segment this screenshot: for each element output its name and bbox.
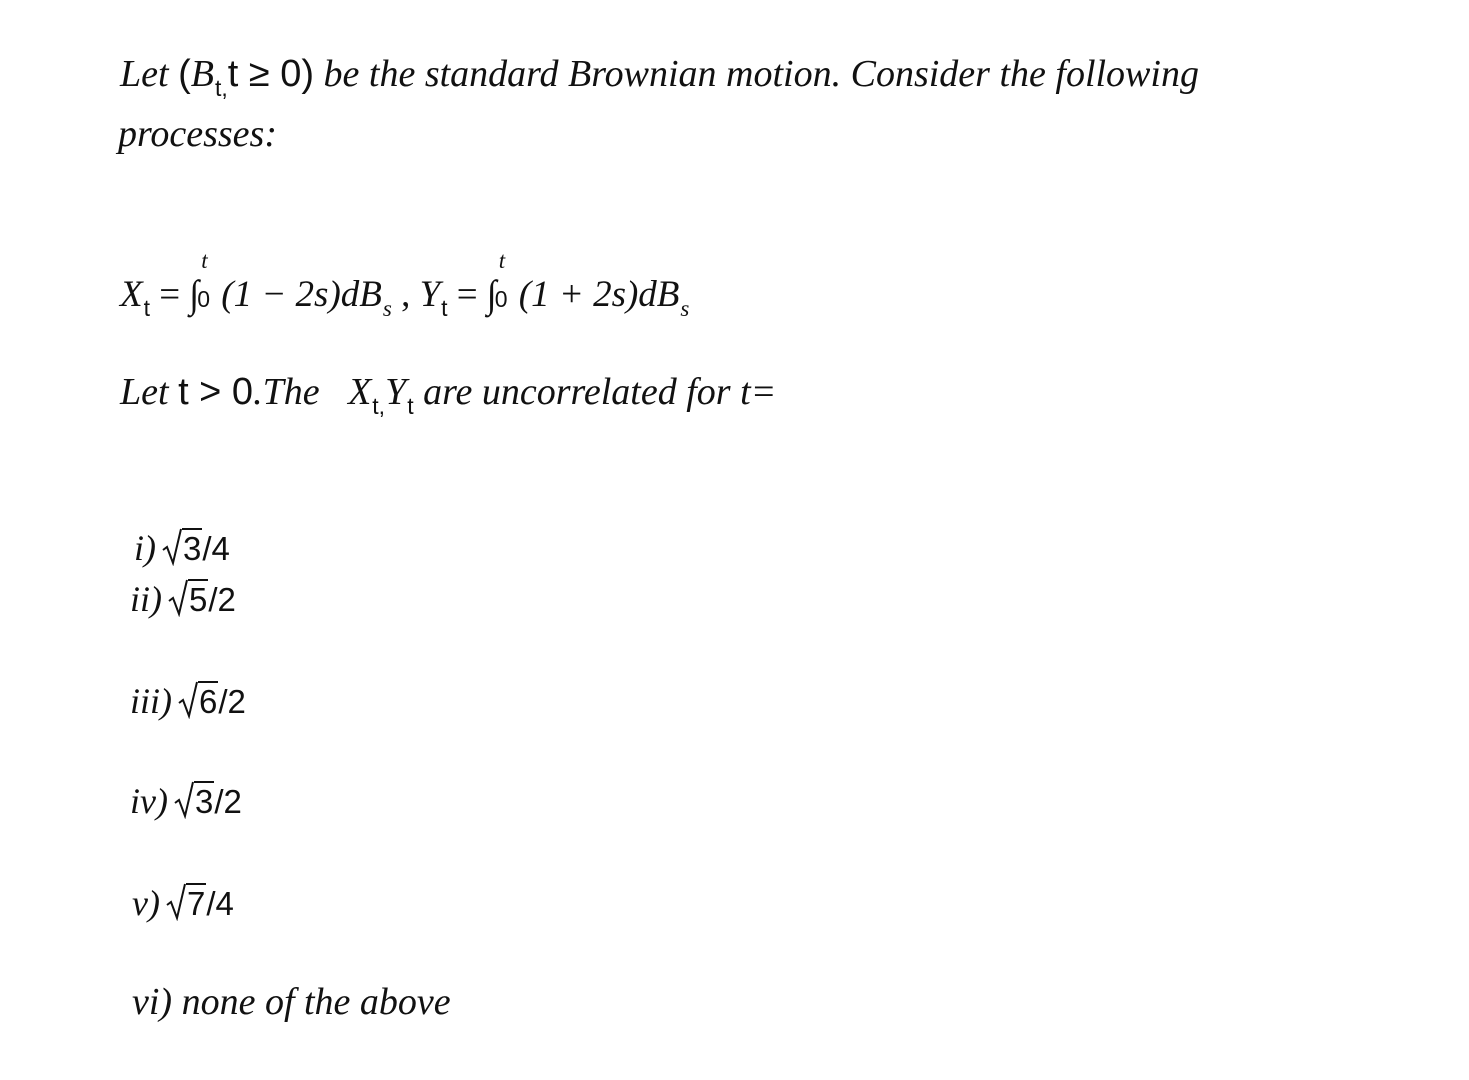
option-iii <box>130 683 246 719</box>
option-iv <box>130 783 242 819</box>
integral-sign-Y: ∫ <box>486 272 497 316</box>
radicand: 3 <box>183 530 202 567</box>
radical-sign-icon <box>168 577 188 617</box>
brownian-subscript: t, <box>214 75 228 101</box>
option-denominator: /2 <box>214 783 242 820</box>
question-the: .The <box>253 371 320 413</box>
brownian-time-t: t <box>227 53 239 95</box>
process-X-subscript: t <box>143 295 150 321</box>
process-Y-symbol: Y <box>419 274 441 315</box>
question-X-subscript: t, <box>372 393 386 419</box>
option-text: none of the above <box>181 981 451 1023</box>
integrand-X: (1 − 2s)dB <box>221 274 382 315</box>
radicand: 5 <box>189 581 208 618</box>
problem-intro-line2: processes: <box>118 113 277 155</box>
option-label: iii) <box>130 681 172 721</box>
integral-upper-X: t <box>201 248 208 273</box>
integral-sign-X: ∫ <box>189 272 200 316</box>
question-X-symbol: X <box>348 371 372 413</box>
question-rest: are uncorrelated for t= <box>413 371 777 413</box>
integrand-Y-subscript: s <box>680 296 690 321</box>
option-denominator: /4 <box>202 530 230 567</box>
option-label: vi) <box>132 981 173 1023</box>
brownian-paren-open: ( <box>178 53 191 95</box>
integral-limits-Y <box>494 248 519 312</box>
question-condition: > 0 <box>188 371 254 413</box>
radicand: 6 <box>199 683 218 720</box>
square-root <box>178 683 218 719</box>
option-label: i) <box>134 528 156 568</box>
option-ii <box>130 581 236 617</box>
integral-lower-X: 0 <box>197 286 211 312</box>
radicand: 3 <box>194 783 214 820</box>
option-denominator: /2 <box>218 683 246 720</box>
process-X-symbol: X <box>120 274 143 315</box>
question-Y-subscript: t <box>407 393 414 419</box>
radicand: 7 <box>186 885 206 922</box>
integral-lower-Y: 0 <box>494 286 508 312</box>
square-root <box>168 581 208 617</box>
question-statement <box>120 371 777 419</box>
equation-separator: , <box>391 274 420 315</box>
option-vi <box>132 983 451 1021</box>
brownian-symbol-B: B <box>190 53 214 95</box>
question-t: t <box>178 371 189 413</box>
integral-upper-Y: t <box>498 248 506 273</box>
option-label: ii) <box>130 579 162 619</box>
option-i <box>134 530 230 566</box>
square-root <box>166 885 206 921</box>
radical-sign-icon <box>162 526 182 566</box>
intro-let: Let <box>120 53 169 95</box>
radical-sign-icon <box>174 779 194 819</box>
process-X-equals: = <box>150 274 190 315</box>
question-let: Let <box>120 371 179 413</box>
brownian-condition: ≥ 0) <box>238 53 315 95</box>
option-label: v) <box>132 883 160 923</box>
intro-rest: be the standard Brownian motion. Consider the following <box>314 53 1199 95</box>
question-Y-symbol: Y <box>385 371 407 413</box>
process-definitions <box>120 248 690 321</box>
problem-intro <box>120 53 1199 101</box>
option-denominator: /4 <box>206 885 234 922</box>
radical-sign-icon <box>178 679 198 719</box>
option-denominator: /2 <box>208 581 236 618</box>
square-root <box>162 530 202 566</box>
integrand-Y: (1 + 2s)dB <box>518 274 680 315</box>
integrand-X-subscript: s <box>382 296 392 321</box>
option-v <box>132 885 234 921</box>
integral-limits-X <box>197 248 221 312</box>
option-label: iv) <box>130 781 168 821</box>
square-root <box>174 783 214 819</box>
process-Y-equals: = <box>447 274 487 315</box>
process-Y-subscript: t <box>441 295 448 321</box>
radical-sign-icon <box>166 881 186 921</box>
